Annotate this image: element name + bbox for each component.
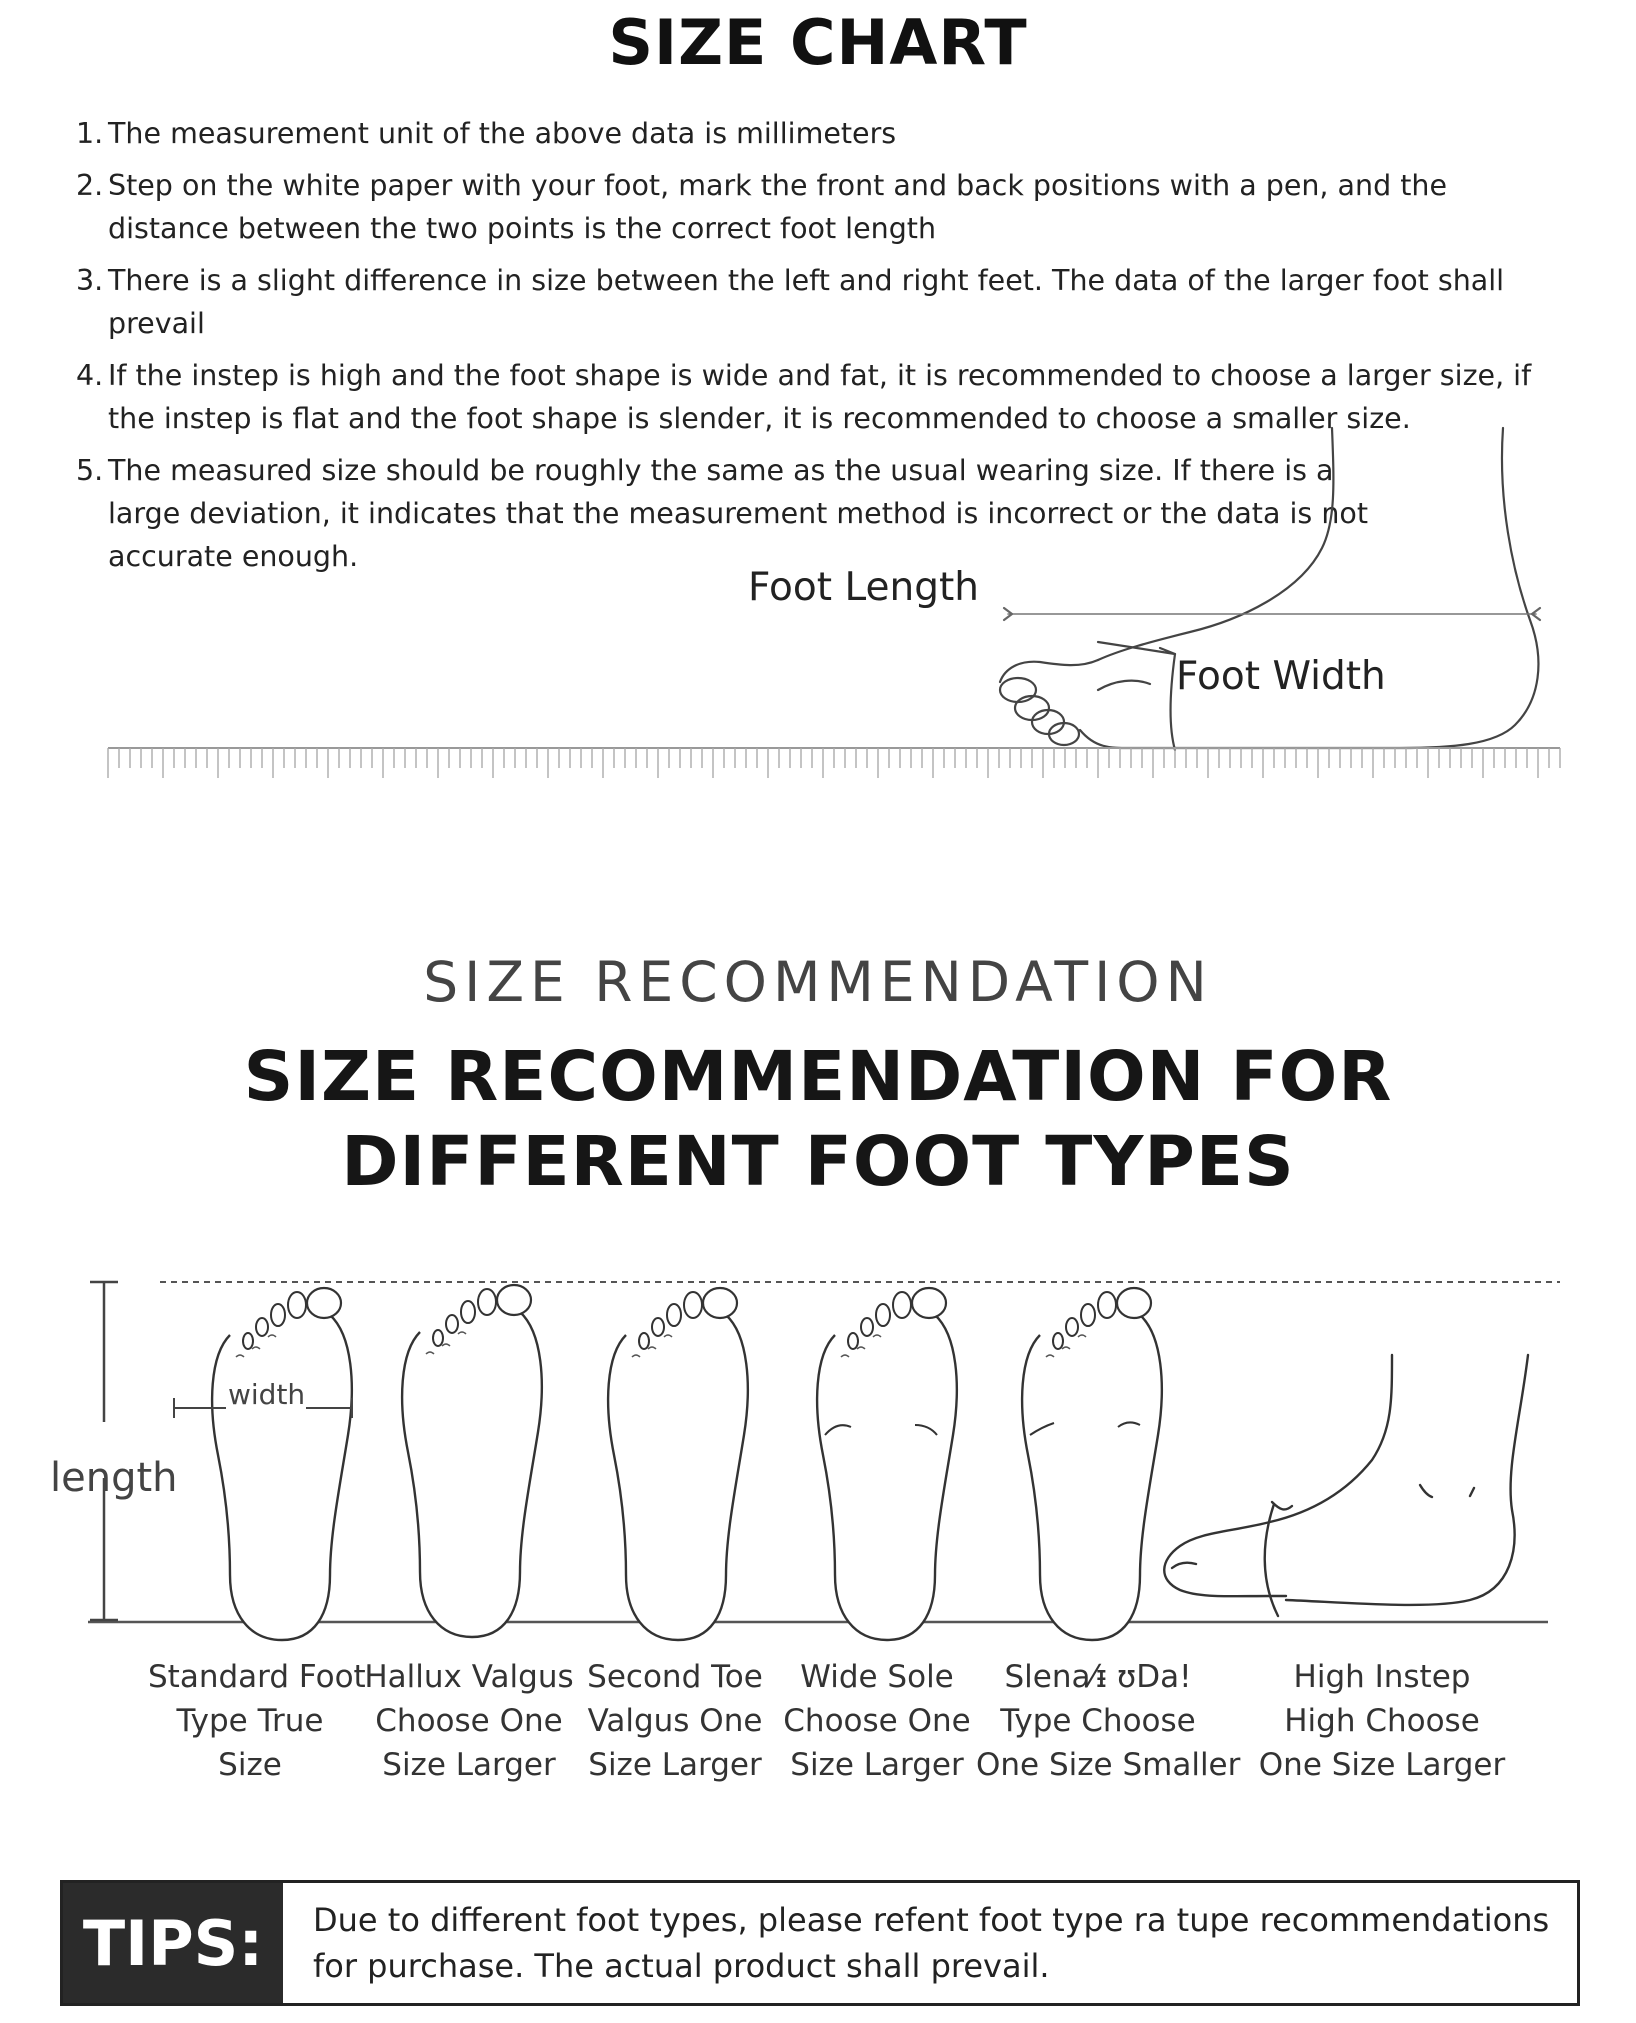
ruler bbox=[108, 748, 1560, 778]
length-label: length bbox=[50, 1455, 178, 1501]
foot-length-label: Foot Length bbox=[748, 565, 979, 610]
note-text: Step on the white paper with your foot, mark the front and back positions with a pen, and the distance between the two points is the correct foot length bbox=[108, 169, 1447, 245]
caption-wide-sole: Wide Sole Choose One Size Larger bbox=[783, 1659, 971, 1783]
caption-hallux-valgus: Hallux Valgus Choose One Size Larger bbox=[364, 1659, 574, 1783]
note-item: 2. Step on the white paper with your foot, mark the front and back positions with a pen, and the distance between the two points is the correct foot length bbox=[76, 169, 1447, 245]
standard-foot-icon bbox=[212, 1288, 352, 1640]
tips-box bbox=[60, 1880, 1580, 2006]
foot-measurement-illustration bbox=[0, 0, 1636, 820]
foot-width-marker bbox=[1170, 654, 1175, 750]
page-title: SIZE CHART bbox=[608, 6, 1028, 79]
tips-text: Due to different foot types, please refent foot type ra tupe recommendations for purchase. The actual product shall prevail. bbox=[313, 1901, 1550, 1985]
high-instep-foot-icon bbox=[1164, 1355, 1528, 1616]
foot-outline bbox=[1098, 428, 1333, 660]
note-text: There is a slight difference in size between the left and right feet. The data of the larger foot shall prevail bbox=[108, 264, 1505, 340]
note-item: 4. If the instep is high and the foot shape is wide and fat, it is recommended to choose a larger size, if the instep is flat and the foot shape is slender, it is recommended to choose a smaller size. bbox=[76, 359, 1532, 435]
caption-second-toe-valgus: Second Toe Valgus One Size Larger bbox=[587, 1659, 763, 1783]
tips-label: TIPS: bbox=[63, 1883, 283, 2003]
note-item: 1. The measurement unit of the above data is millimeters bbox=[76, 117, 897, 150]
caption-standard-foot: Standard Foot Type True Size bbox=[148, 1659, 366, 1783]
wide-sole-foot-icon bbox=[817, 1288, 957, 1640]
note-text: The measured size should be roughly the same as the usual wearing size. If there is a large deviation, it indicates that the measurement method is incorrect or the data is not accurate enough. bbox=[108, 454, 1368, 573]
section-subtitle: SIZE RECOMMENDATION bbox=[423, 950, 1213, 1014]
foot-width-label: Foot Width bbox=[1176, 654, 1386, 699]
note-text: If the instep is high and the foot shape is wide and fat, it is recommended to choose a larger size, if the instep is flat and the foot shape is slender, it is recommended to choose a smaller size. bbox=[108, 359, 1532, 435]
heel-outline bbox=[1175, 428, 1538, 748]
note-text: The measurement unit of the above data is millimeters bbox=[108, 117, 897, 150]
note-item: 3. There is a slight difference in size between the left and right feet. The data of the larger foot shall prevail bbox=[76, 264, 1505, 340]
caption-slender-foot: Slena⁄ᵻ ʊDa! Type Choose One Size Smaller bbox=[976, 1659, 1241, 1783]
slender-foot-icon bbox=[1022, 1288, 1162, 1640]
caption-high-instep: High Instep High Choose One Size Larger bbox=[1258, 1659, 1506, 1783]
width-label: width bbox=[228, 1378, 306, 1411]
note-item: 5. The measured size should be roughly the same as the usual wearing size. If there is a large deviation, it indicates that the measurement method is incorrect or the data is not accurate enough. bbox=[76, 454, 1368, 573]
length-dimension bbox=[90, 1282, 118, 1620]
hallux-valgus-foot-icon bbox=[402, 1285, 542, 1637]
section-title: SIZE RECOMMENDATION FOR DIFFERENT FOOT TYPES bbox=[243, 1037, 1393, 1202]
second-toe-valgus-foot-icon bbox=[608, 1288, 748, 1640]
foot-types-illustration bbox=[0, 1250, 1636, 1650]
